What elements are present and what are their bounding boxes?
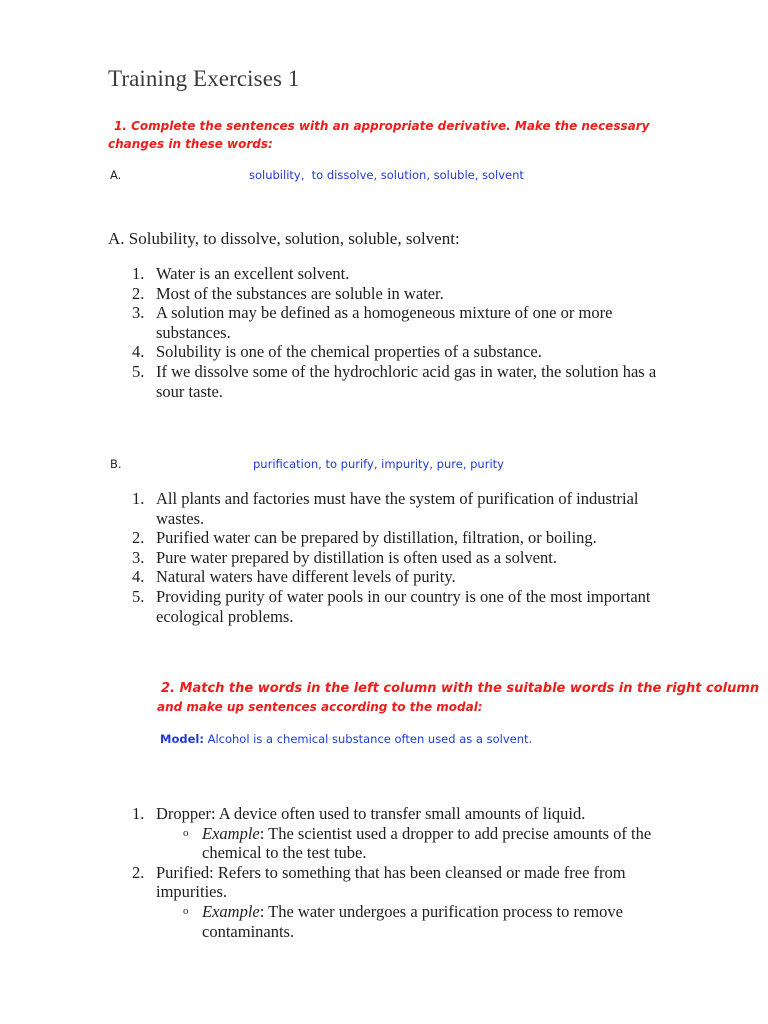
example-list [108, 824, 728, 863]
list-item [108, 567, 728, 587]
sentence-text: All plants and factories must have the system of purification of industrial [156, 489, 639, 508]
item-number: 1. [132, 804, 145, 823]
exercise-1-text: Complete the sentences with an appropriate derivative. Make the necessary changes in these words: [108, 119, 650, 151]
definition-item-purified [108, 863, 728, 941]
item-number: 1. [132, 264, 145, 283]
sentence-text-cont: ecological problems. [156, 606, 294, 626]
sentence-text: Natural waters have different levels of purity. [156, 567, 456, 587]
exercise-2-text: Match the words in the left column with the suitable words in the right column [179, 681, 760, 696]
example-text-cont: chemical to the test tube. [202, 843, 367, 863]
definition-text: Dropper: A device often used to transfer small amounts of liquid. [156, 804, 586, 823]
model-text: Alcohol is a chemical substance often used as a solvent. [203, 732, 533, 746]
example-text: : The scientist used a dropper to add precise amounts of the [259, 823, 652, 843]
section-b-sentence-list [108, 489, 728, 626]
section-b-word-bank: purification, to purify, impurity, pure, purity [253, 457, 504, 471]
sentence-text: A solution may be defined as a homogeneous mixture of one or more [156, 303, 613, 323]
list-item [108, 548, 728, 568]
definition-text: Purified: Refers to something that has been cleansed or made free from [156, 862, 626, 882]
sentence-text: Pure water prepared by distillation is often used as a solvent. [156, 547, 557, 567]
list-item [108, 342, 728, 362]
bullet: o [183, 826, 189, 839]
item-number: 4. [132, 567, 145, 587]
sentence-text: Water is an excellent solvent. [156, 264, 350, 283]
section-b-marker: B. [110, 457, 122, 471]
sentence-text: Most of the substances are soluble in water. [156, 283, 444, 303]
exercise-2-number: 2. [161, 681, 175, 696]
sentence-text: Providing purity of water pools in our country is one of the most important [156, 586, 651, 606]
item-number: 4. [132, 342, 145, 362]
exercise-2-line-1 [157, 680, 760, 698]
sentence-text-cont: sour taste. [156, 381, 223, 401]
list-item [108, 587, 728, 626]
exercise-1-instruction [108, 117, 708, 153]
item-number: 5. [132, 361, 145, 381]
item-number: 3. [132, 547, 145, 567]
list-item [108, 362, 728, 401]
example-text: : The water undergoes a purification process to remove [259, 901, 623, 921]
bullet: o [183, 904, 189, 917]
sentence-text-cont: wastes. [156, 508, 205, 528]
definitions-list [108, 804, 728, 941]
model-label: Model: [160, 732, 204, 746]
example-list [108, 902, 728, 941]
list-item [108, 303, 728, 342]
page-title: Training Exercises 1 [108, 66, 300, 91]
section-a-heading: A. Solubility, to dissolve, solution, soluble, solvent: [108, 229, 460, 248]
exercise-1-number: 1. [114, 119, 127, 133]
definition-item-dropper [108, 804, 728, 863]
example-item [108, 824, 728, 863]
list-item [108, 284, 728, 304]
sentence-text-cont: substances. [156, 322, 231, 342]
list-item [108, 264, 728, 284]
model-sentence [160, 732, 532, 746]
section-a-marker: A. [110, 168, 122, 182]
section-a-word-bank: solubility, to dissolve, solution, soluble, solvent [249, 168, 524, 182]
item-number: 2. [132, 283, 145, 303]
item-number: 1. [132, 489, 145, 508]
example-label: Example [202, 901, 260, 921]
example-text-cont: contaminants. [202, 921, 295, 941]
item-number: 2. [132, 862, 145, 882]
sentence-text: If we dissolve some of the hydrochloric acid gas in water, the solution has a [156, 361, 657, 381]
definition-text-cont: impurities. [156, 882, 228, 902]
exercise-2-line-2: and make up sentences according to the modal: [157, 700, 483, 714]
item-number: 3. [132, 303, 145, 323]
exercise-2-instruction [157, 680, 760, 716]
sentence-text: Solubility is one of the chemical properties of a substance. [156, 342, 542, 362]
list-item [108, 489, 728, 528]
item-number: 2. [132, 528, 145, 548]
item-number: 5. [132, 586, 145, 606]
example-item [108, 902, 728, 941]
list-item [108, 528, 728, 548]
sentence-text: Purified water can be prepared by distillation, filtration, or boiling. [156, 528, 597, 548]
example-label: Example [202, 823, 260, 843]
section-a-sentence-list [108, 264, 728, 401]
